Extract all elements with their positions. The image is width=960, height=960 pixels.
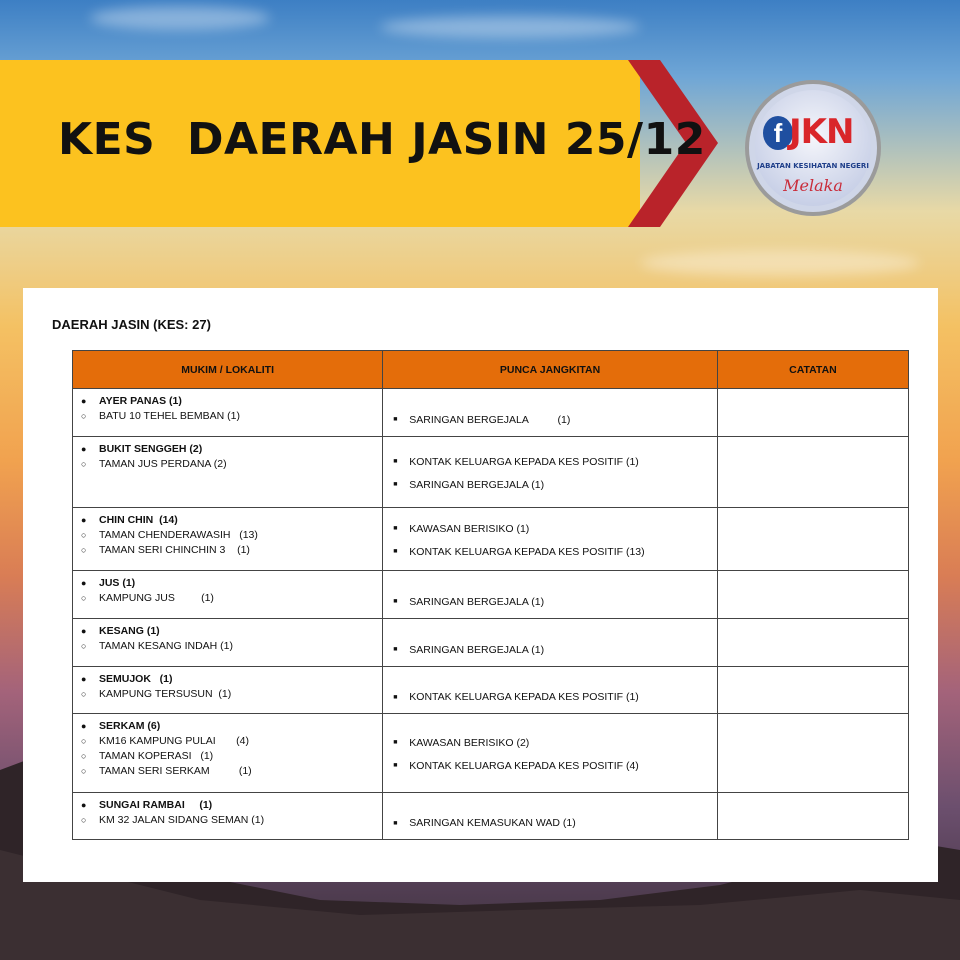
- cases-table: [72, 350, 909, 840]
- table-row: [73, 619, 909, 667]
- document-heading: DAERAH JASIN (KES: 27): [52, 317, 211, 332]
- table-header-row: [73, 351, 909, 389]
- mukim-cell: [73, 619, 383, 667]
- punca-label: SARINGAN BERGEJALA (1): [409, 413, 571, 426]
- punca-item: [393, 408, 717, 431]
- punca-cell: [383, 667, 718, 714]
- punca-label: KAWASAN BERISIKO (1): [409, 522, 530, 535]
- mukim-label: BUKIT SENGGEH (2): [99, 442, 203, 455]
- circle-bullet-icon: ○: [81, 688, 87, 699]
- punca-label: KONTAK KELUARGA KEPADA KES POSITIF (13): [409, 545, 645, 558]
- square-bullet-icon: ■: [393, 416, 398, 423]
- punca-label: KONTAK KELUARGA KEPADA KES POSITIF (1): [409, 691, 639, 703]
- mukim-cell: [73, 793, 383, 840]
- mukim-cell: [73, 389, 383, 437]
- catatan-cell: [717, 619, 908, 667]
- lokaliti-label: KM16 KAMPUNG PULAI (4): [99, 734, 249, 747]
- punca-cell: [383, 714, 718, 793]
- column-header-mukim: MUKIM / LOKALITI: [73, 351, 383, 389]
- lokaliti-label: TAMAN JUS PERDANA (2): [99, 457, 227, 470]
- mukim-name: [81, 441, 382, 456]
- lokaliti-item: [81, 686, 382, 701]
- bullet-icon: ●: [81, 625, 87, 636]
- mukim-name: [81, 797, 382, 812]
- punca-cell: [383, 508, 718, 571]
- square-bullet-icon: ■: [393, 525, 398, 532]
- circle-bullet-icon: ○: [81, 458, 87, 469]
- table-row: [73, 714, 909, 793]
- lokaliti-item: [81, 638, 382, 653]
- background-cloud: [90, 6, 270, 30]
- punca-item: [393, 473, 717, 496]
- table-row: [73, 437, 909, 508]
- jkn-logo: [745, 80, 881, 216]
- bullet-icon: ●: [81, 799, 87, 810]
- mukim-label: SERKAM (6): [99, 719, 161, 732]
- catatan-cell: [717, 793, 908, 840]
- lokaliti-item: [81, 590, 382, 605]
- punca-item: [393, 812, 717, 835]
- column-header-punca: PUNCA JANGKITAN: [383, 351, 718, 389]
- square-bullet-icon: ■: [393, 693, 398, 701]
- punca-item: [393, 686, 717, 709]
- mukim-label: AYER PANAS (1): [99, 394, 182, 407]
- punca-label: KONTAK KELUARGA KEPADA KES POSITIF (1): [409, 455, 639, 468]
- bullet-icon: ●: [81, 673, 87, 684]
- bullet-icon: ●: [81, 577, 87, 588]
- table-row: [73, 571, 909, 619]
- mukim-name: [81, 393, 382, 408]
- lokaliti-item: [81, 763, 382, 778]
- square-bullet-icon: ■: [393, 646, 398, 653]
- lokaliti-item: [81, 408, 382, 423]
- lokaliti-label: KAMPUNG TERSUSUN (1): [99, 687, 232, 700]
- bullet-icon: ●: [81, 443, 87, 454]
- table-row: [73, 667, 909, 714]
- square-bullet-icon: ■: [393, 739, 398, 746]
- punca-item: [393, 754, 717, 777]
- background-cloud: [640, 250, 920, 276]
- table-row: [73, 508, 909, 571]
- punca-label: SARINGAN BERGEJALA (1): [409, 595, 545, 608]
- lokaliti-label: TAMAN KESANG INDAH (1): [99, 639, 233, 652]
- lokaliti-item: [81, 812, 382, 827]
- lokaliti-label: TAMAN KOPERASI (1): [99, 749, 214, 762]
- circle-bullet-icon: ○: [81, 640, 87, 651]
- punca-item: [393, 540, 717, 563]
- mukim-label: SUNGAI RAMBAI (1): [99, 798, 213, 811]
- table-row: [73, 389, 909, 437]
- logo-mark: JKN: [789, 112, 854, 152]
- catatan-cell: [717, 714, 908, 793]
- mukim-cell: [73, 667, 383, 714]
- punca-label: SARINGAN BERGEJALA (1): [409, 478, 545, 491]
- punca-item: [393, 517, 717, 540]
- catatan-cell: [717, 389, 908, 437]
- lokaliti-label: TAMAN SERI CHINCHIN 3 (1): [99, 543, 250, 556]
- punca-label: KONTAK KELUARGA KEPADA KES POSITIF (4): [409, 759, 639, 772]
- mukim-name: [81, 623, 382, 638]
- mukim-label: CHIN CHIN (14): [99, 513, 178, 526]
- punca-cell: [383, 793, 718, 840]
- mukim-name: [81, 512, 382, 527]
- circle-bullet-icon: ○: [81, 529, 87, 540]
- circle-bullet-icon: ○: [81, 750, 87, 761]
- punca-label: SARINGAN KEMASUKAN WAD (1): [409, 817, 576, 829]
- circle-bullet-icon: ○: [81, 544, 87, 555]
- square-bullet-icon: ■: [393, 458, 398, 465]
- mukim-cell: [73, 508, 383, 571]
- circle-bullet-icon: ○: [81, 814, 87, 825]
- page-title: KES DAERAH JASIN 25/12: [58, 114, 706, 165]
- punca-cell: [383, 437, 718, 508]
- lokaliti-item: [81, 733, 382, 748]
- punca-cell: [383, 571, 718, 619]
- lokaliti-label: BATU 10 TEHEL BEMBAN (1): [99, 409, 241, 422]
- lokaliti-item: [81, 456, 382, 471]
- catatan-cell: [717, 571, 908, 619]
- mukim-cell: [73, 714, 383, 793]
- punca-item: [393, 450, 717, 473]
- punca-cell: [383, 619, 718, 667]
- lokaliti-label: TAMAN CHENDERAWASIH (13): [99, 528, 258, 541]
- mukim-name: [81, 718, 382, 733]
- table-row: [73, 793, 909, 840]
- logo-subtitle: JABATAN KESIHATAN NEGERI: [757, 162, 869, 170]
- punca-label: SARINGAN BERGEJALA (1): [409, 643, 545, 656]
- punca-label: KAWASAN BERISIKO (2): [409, 736, 530, 749]
- facebook-icon: f: [763, 116, 793, 150]
- mukim-cell: [73, 571, 383, 619]
- lokaliti-label: KAMPUNG JUS (1): [99, 591, 214, 604]
- circle-bullet-icon: ○: [81, 765, 87, 776]
- table-body: [73, 389, 909, 840]
- punca-item: [393, 638, 717, 661]
- square-bullet-icon: ■: [393, 819, 398, 827]
- mukim-cell: [73, 437, 383, 508]
- catatan-cell: [717, 437, 908, 508]
- square-bullet-icon: ■: [393, 598, 398, 605]
- circle-bullet-icon: ○: [81, 592, 87, 603]
- catatan-cell: [717, 508, 908, 571]
- lokaliti-label: TAMAN SERI SERKAM (1): [99, 764, 252, 777]
- bullet-icon: ●: [81, 514, 87, 525]
- bullet-icon: ●: [81, 720, 87, 731]
- punca-cell: [383, 389, 718, 437]
- punca-item: [393, 731, 717, 754]
- mukim-label: JUS (1): [99, 576, 136, 589]
- lokaliti-label: KM 32 JALAN SIDANG SEMAN (1): [99, 813, 265, 826]
- lokaliti-item: [81, 748, 382, 763]
- circle-bullet-icon: ○: [81, 410, 87, 421]
- bullet-icon: ●: [81, 395, 87, 406]
- lokaliti-item: [81, 527, 382, 542]
- mukim-name: [81, 575, 382, 590]
- square-bullet-icon: ■: [393, 548, 398, 555]
- square-bullet-icon: ■: [393, 481, 398, 488]
- circle-bullet-icon: ○: [81, 735, 87, 746]
- column-header-catatan: CATATAN: [717, 351, 908, 389]
- catatan-cell: [717, 667, 908, 714]
- logo-script: Melaka: [783, 176, 843, 195]
- square-bullet-icon: ■: [393, 762, 398, 769]
- lokaliti-item: [81, 542, 382, 557]
- mukim-label: KESANG (1): [99, 624, 160, 637]
- punca-item: [393, 590, 717, 613]
- mukim-name: [81, 671, 382, 686]
- mukim-label: SEMUJOK (1): [99, 672, 173, 685]
- background-cloud: [380, 16, 640, 38]
